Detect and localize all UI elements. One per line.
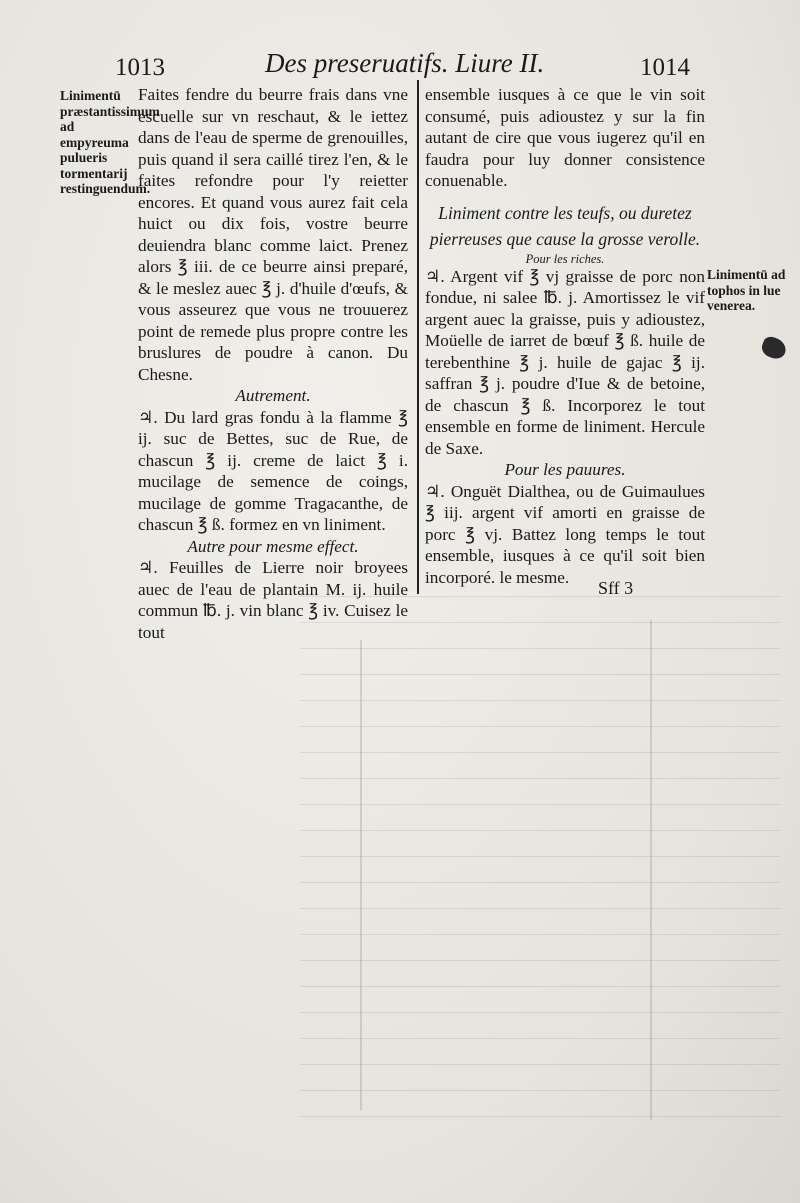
bleed-through-brace (650, 620, 652, 1120)
paragraph: Faites fendre du beurre frais dans vne escuelle sur vn reschaut, & le iettez dans de l'eau de sperme de grenouilles, puis quand il sera caillé tirez l'en, & le faites refondre pour l'y reietter encores. Et quand vous aurez fait cela huict ou dix fois, vostre beurre deuiendra blanc comme laict. Prenez alors ℥ iii. de ce beurre ainsi preparé, & le meslez auec ℥ j. d'huile d'œufs, & vous asseurez que vous ne trouuerez point de remede plus propre contre les bruslures de poudre à canon. Du Chesne. (138, 85, 408, 384)
running-title: Des preseruatifs. Liure II. (265, 48, 545, 78)
left-column (138, 84, 408, 643)
margin-note-right: Linimentū ad tophos in lue venerea. (707, 267, 786, 313)
ink-stain (759, 334, 788, 361)
section-subheading: Pour les riches. (525, 251, 605, 266)
page-header (115, 48, 690, 84)
section-heading: Autrement. (235, 386, 311, 405)
margin-note-left: Linimentū præstantissimum ad empyreuma pulueris tormentarij restinguendum. (60, 88, 160, 196)
paragraph: ♃. Argent vif ℥ vj graisse de porc non fondue, ni salee ℔. j. Amortissez le vif argent auec la graisse, puis y adioustez, Moüelle de iarret de bœuf ℥ ß. huile de terebenthine ℥ j. huile de gajac ℥ ij. saffran ℥ j. poudre d'Iue & de betoine, de chascun ℥ ß. Incorporez le tout ensemble en forme de liniment. Hercule de Saxe. (425, 266, 705, 458)
bleed-through-text (300, 580, 780, 1140)
section-heading: Autre pour mesme effect. (187, 536, 359, 556)
bleed-through-brace (360, 640, 362, 1110)
page-number-right: 1014 (640, 54, 690, 81)
column-divider (417, 80, 419, 594)
paragraph: ♃. Onguët Dialthea, ou de Guimaulues ℥ iij. argent vif amorti en graisse de porc ℥ vj. Battez long temps le tout ensemble, iusques à ce qu'il soit bien incorporé. le mesme. (425, 481, 705, 587)
paragraph: ♃. Feuilles de Lierre noir broyees auec de l'eau de plantain M. ij. huile commun ℔. j. vin blanc ℥ iv. Cuisez le tout (138, 558, 408, 642)
section-heading: Pour les pauures. (504, 460, 626, 479)
page-number-left: 1013 (115, 54, 165, 81)
right-column (425, 84, 705, 588)
paragraph: ensemble iusques à ce que le vin soit consumé, puis adioustez y sur la fin autant de cire que vous iugerez qu'il en faudra pour luy donner consistence conuenable. (425, 85, 705, 190)
signature-mark: Sff 3 (598, 578, 634, 598)
paragraph: ♃. Du lard gras fondu à la flamme ℥ ij. suc de Bettes, suc de Rue, de chascun ℥ ij. creme de laict ℥ i. mucilage de semence de coings, mucilage de gomme Tragacanthe, de chascun ℥ ß. formez en vn liniment. (138, 407, 408, 534)
section-heading: Liniment contre les teufs, ou duretez pierreuses que cause la grosse verolle. (429, 202, 701, 249)
